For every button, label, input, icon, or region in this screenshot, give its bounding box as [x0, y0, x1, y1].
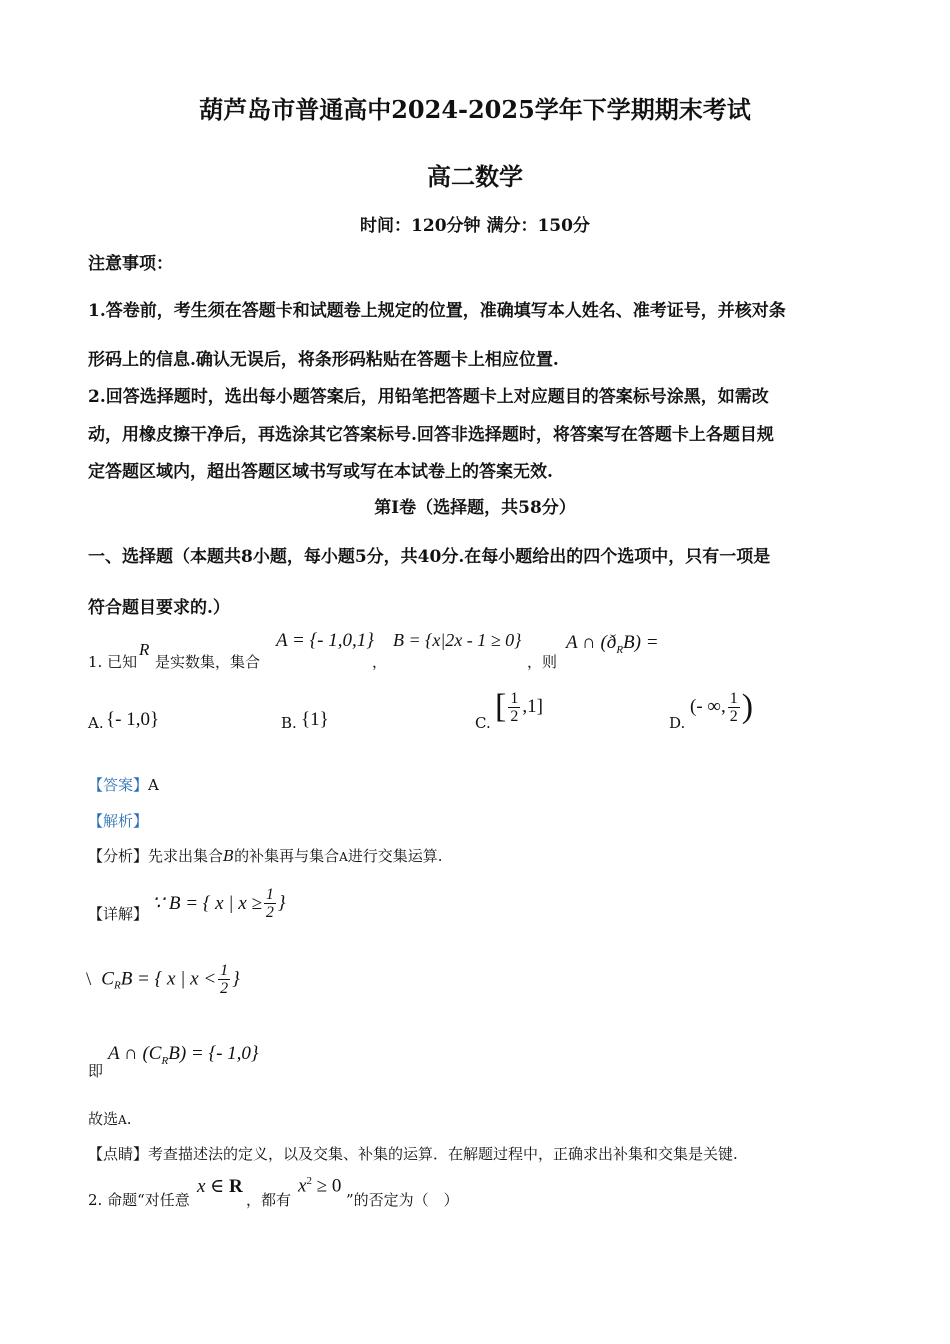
q1-step2-sub: R [113, 979, 121, 992]
q1-set-a: A = {- 1,0,1} [276, 630, 374, 651]
q1-dianjing-line [88, 1143, 738, 1164]
q1-step2-prefix: \ [86, 968, 92, 990]
q1-detail-step-3 [108, 1043, 259, 1067]
q1-detail-tag: 【详解】 [88, 905, 149, 923]
q1-detail-den: 2 [265, 904, 274, 921]
q1-set-r: R [139, 640, 150, 659]
q2-expr-2-rest: ≥ 0 [311, 1175, 342, 1197]
q1-answer-line [88, 774, 159, 795]
q1-conclusion-a: A [118, 1113, 127, 1127]
q1-option-c [495, 688, 543, 726]
q1-detail-close: } [277, 892, 286, 914]
q1-step2-num: 1 [220, 962, 229, 979]
q1-option-d-num: 1 [729, 689, 738, 707]
q1-comma-2: ，则 [527, 653, 558, 671]
q1-conclusion-p1: 故选 [88, 1110, 119, 1128]
q1-answer-value: A [148, 776, 159, 794]
q1-option-d-label: D. [669, 714, 686, 732]
q1-option-d-den: 2 [729, 707, 738, 725]
notice-item-1-line-1: 1.答卷前，考生须在答题卡和试题卷上规定的位置，准确填写本人姓名、准考证号，并核对条 [88, 301, 786, 321]
q1-option-c-open: [ [495, 688, 507, 725]
q1-jiexi-tag: 【解析】 [88, 812, 149, 830]
notice-item-2-line-1: 2.回答选择题时，选出每小题答案后，用铅笔把答题卡上对应题目的答案标号涂黑，如需改 [88, 387, 769, 407]
q1-option-d-close: ) [741, 688, 754, 725]
q1-fenxi-p2: 的补集再与集合 [234, 847, 340, 865]
q1-option-a-label: A. [88, 714, 104, 732]
q1-option-d-fraction [728, 690, 740, 725]
q2-prefix: 2. 命题“对任意 [88, 1191, 190, 1209]
q1-option-b-label: B. [281, 714, 297, 732]
exam-subtitle: 高二数学 [427, 162, 523, 191]
q1-expression-end: B) = [623, 632, 659, 653]
q1-step3-rest: B) = {- 1,0} [168, 1043, 259, 1064]
q1-option-c-den: 2 [510, 707, 519, 725]
q1-detail-fraction [264, 886, 276, 921]
q1-detail-step-1 [152, 886, 286, 921]
section-intro-line-1: 一、选择题（本题共8小题，每小题5分，共40分.在每小题给出的四个选项中，只有一项是 [88, 547, 771, 567]
notice-heading: 注意事项： [88, 254, 173, 274]
q2-expr-1-r: R [229, 1176, 243, 1197]
q1-option-b: {1} [301, 709, 329, 730]
part-title: 第I卷（选择题，共58分） [374, 498, 576, 518]
q1-fenxi-tag: 【分析】 [88, 847, 149, 865]
q1-detail-step-2 [86, 962, 240, 997]
q1-fenxi-p1: 先求出集合 [148, 847, 224, 865]
q1-prefix: 1. 已知 [88, 653, 138, 671]
q1-expression [566, 632, 659, 656]
q2-suffix: ”的否定为（ ） [346, 1191, 459, 1209]
q1-option-c-label: C. [475, 714, 491, 732]
q1-expression-start: A ∩ (ð [566, 632, 617, 653]
q1-conclusion-p2: . [126, 1110, 132, 1128]
q1-dianjing-tag: 【点睛】 [88, 1145, 149, 1163]
q1-fenxi-b: B [223, 847, 235, 865]
q2-mid: ，都有 [246, 1191, 292, 1209]
q1-option-d [690, 688, 753, 726]
q1-dianjing-text: 考查描述法的定义，以及交集、补集的运算．在解题过程中，正确求出补集和交集是关键. [148, 1145, 738, 1163]
q1-step3-sub: R [161, 1054, 169, 1067]
q1-step3-prefix: 即 [88, 1062, 104, 1080]
q2-expr-2 [298, 1175, 341, 1197]
q1-comma-1: ， [372, 653, 388, 671]
q1-fenxi-a: A [339, 850, 348, 864]
q1-fenxi-line [88, 845, 443, 866]
exam-title: 葫芦岛市普通高中2024-2025学年下学期期末考试 [199, 95, 751, 124]
notice-item-2-line-3: 定答题区域内，超出答题区域书写或写在本试卷上的答案无效. [88, 462, 553, 482]
q1-option-a: {- 1,0} [106, 709, 160, 730]
q2-expr-1 [197, 1175, 243, 1198]
q1-option-c-end: ,1] [522, 696, 543, 717]
q1-expression-sub: R [616, 643, 624, 656]
q1-option-c-num: 1 [510, 689, 519, 707]
q1-fenxi-p3: 进行交集运算. [347, 847, 443, 865]
q1-mid-text: 是实数集，集合 [155, 653, 261, 671]
q1-option-c-fraction [508, 690, 520, 725]
q1-conclusion [88, 1108, 131, 1129]
q1-answer-tag: 【答案】 [88, 776, 149, 794]
time-info: 时间：120分钟 满分：150分 [360, 216, 590, 236]
q1-step2-rest: B = { x | x < [120, 968, 217, 990]
q1-set-b: B = {x|2x - 1 ≥ 0} [393, 630, 522, 650]
q2-expr-2-x: x [298, 1175, 307, 1197]
q2-expr-1-x: x ∈ [197, 1176, 229, 1197]
q1-option-d-open: (- ∞, [690, 696, 726, 717]
section-intro-line-2: 符合题目要求的.） [88, 598, 230, 618]
q2-expr-2-sup: 2 [306, 1175, 312, 1187]
q1-step2-c: C [101, 968, 114, 990]
q1-step2-fraction [218, 962, 230, 997]
q1-detail-expr: ∵ B = { x | x ≥ [152, 893, 262, 914]
notice-item-1-line-2: 形码上的信息.确认无误后，将条形码粘贴在答题卡上相应位置. [88, 350, 559, 370]
q1-detail-num: 1 [265, 886, 274, 903]
q1-step2-close: } [232, 968, 240, 990]
q1-step2-den: 2 [220, 980, 229, 997]
notice-item-2-line-2: 动，用橡皮擦干净后，再选涂其它答案标号.回答非选择题时，将答案写在答题卡上各题目规 [88, 425, 774, 445]
q1-step3-expr: A ∩ (C [108, 1043, 162, 1064]
